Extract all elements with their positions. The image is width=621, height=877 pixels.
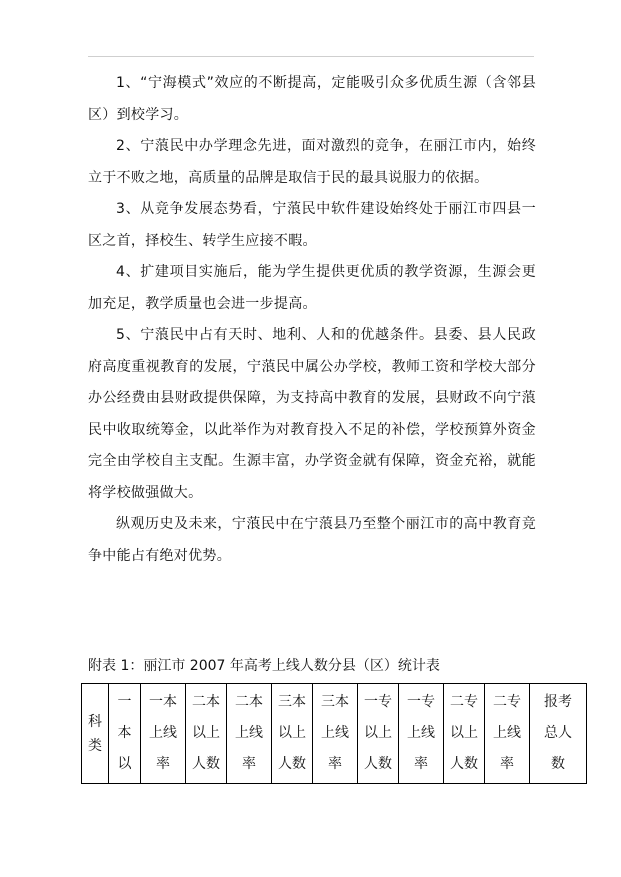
cell-line: 以上: [450, 725, 478, 741]
cell-line: 以: [117, 756, 132, 772]
paragraph-5: 5、宁蒗民中占有天时、地利、人和的优越条件。县委、县人民政府高度重视教育的发展，宁蒗民中属公办学校，教师工资和学校大部分办公经费由县财政提供保障，为支持高中教育的发展，县财政不向宁蒗民中收取统筹金，以此举作为对教育投入不足的补偿，学校预算外资金完全由学校自主支配。生源丰富，办学资金就有保障，资金充裕，就能将学校做强做大。: [88, 327, 536, 501]
stats-table: [81, 683, 587, 784]
cell-line: 率: [156, 756, 170, 772]
cell-line: 上线: [321, 725, 349, 741]
paragraph-2: 2、宁蒗民中办学理念先进，面对激烈的竞争，在丽江市内，始终立于不败之地，高质量的品牌是取信于民的最具说服力的依据。: [88, 138, 536, 186]
cell-line: 数: [551, 756, 565, 772]
cell-line: 人数: [192, 756, 220, 772]
cell-line: 科: [88, 713, 102, 730]
header-cell-college1-count: [358, 684, 399, 784]
cell-line: 上线: [149, 725, 177, 741]
cell-line: 报考: [544, 694, 572, 710]
cell-line: 以上: [192, 725, 220, 741]
header-cell-tier3-rate: [313, 684, 358, 784]
cell-line: 二本: [235, 694, 263, 710]
header-cell-total-applicants: [530, 684, 587, 784]
cell-line: 三本: [278, 694, 306, 710]
cell-line: 率: [414, 756, 428, 772]
body-text: [88, 68, 536, 572]
header-cell-tier1-count: [109, 684, 141, 784]
cell-line: 本: [117, 725, 132, 741]
cell-line: 以上: [364, 725, 392, 741]
table-caption: 附表 1：丽江市 2007 年高考上线人数分县（区）统计表: [88, 658, 440, 674]
header-cell-tier3-count: [272, 684, 313, 784]
header-cell-tier1-rate: [141, 684, 186, 784]
cell-line: 总人: [544, 725, 572, 741]
cell-line: 类: [88, 737, 102, 754]
cell-line: 率: [500, 756, 514, 772]
cell-line: 率: [328, 756, 342, 772]
cell-line: 上线: [493, 725, 521, 741]
table-header-row: [82, 684, 587, 784]
cell-line: 一本: [149, 694, 177, 710]
paragraph-3: 3、从竞争发展态势看，宁蒗民中软件建设始终处于丽江市四县一区之首，择校生、转学生应接不暇。: [88, 201, 536, 249]
paragraph-6: 纵观历史及未来，宁蒗民中在宁蒗县乃至整个丽江市的高中教育竞争中能占有绝对优势。: [88, 516, 536, 564]
cell-line: 以上: [278, 725, 306, 741]
cell-line: 一专: [407, 694, 435, 710]
cell-line: 一专: [364, 694, 392, 710]
header-cell-college2-count: [444, 684, 485, 784]
cell-line: 人数: [278, 756, 306, 772]
cell-line: 二专: [450, 694, 478, 710]
cell-line: 人数: [450, 756, 478, 772]
header-cell-subject: [82, 684, 109, 784]
header-rule: [88, 56, 534, 57]
header-cell-college1-rate: [399, 684, 444, 784]
cell-line: 上线: [235, 725, 263, 741]
cell-line: 二专: [493, 694, 521, 710]
cell-line: 二本: [192, 694, 220, 710]
cell-line: 上线: [407, 725, 435, 741]
cell-line: 率: [242, 756, 256, 772]
cell-line: 三本: [321, 694, 349, 710]
cell-line: 人数: [364, 756, 392, 772]
header-cell-tier2-rate: [227, 684, 272, 784]
header-cell-college2-rate: [485, 684, 530, 784]
header-cell-tier2-count: [186, 684, 227, 784]
cell-line: 一: [117, 694, 132, 710]
paragraph-4: 4、扩建项目实施后，能为学生提供更优质的教学资源，生源会更加充足，教学质量也会进一步提高。: [88, 264, 536, 312]
paragraph-1: 1、“宁海模式”效应的不断提高，定能吸引众多优质生源（含邻县区）到校学习。: [88, 75, 536, 123]
